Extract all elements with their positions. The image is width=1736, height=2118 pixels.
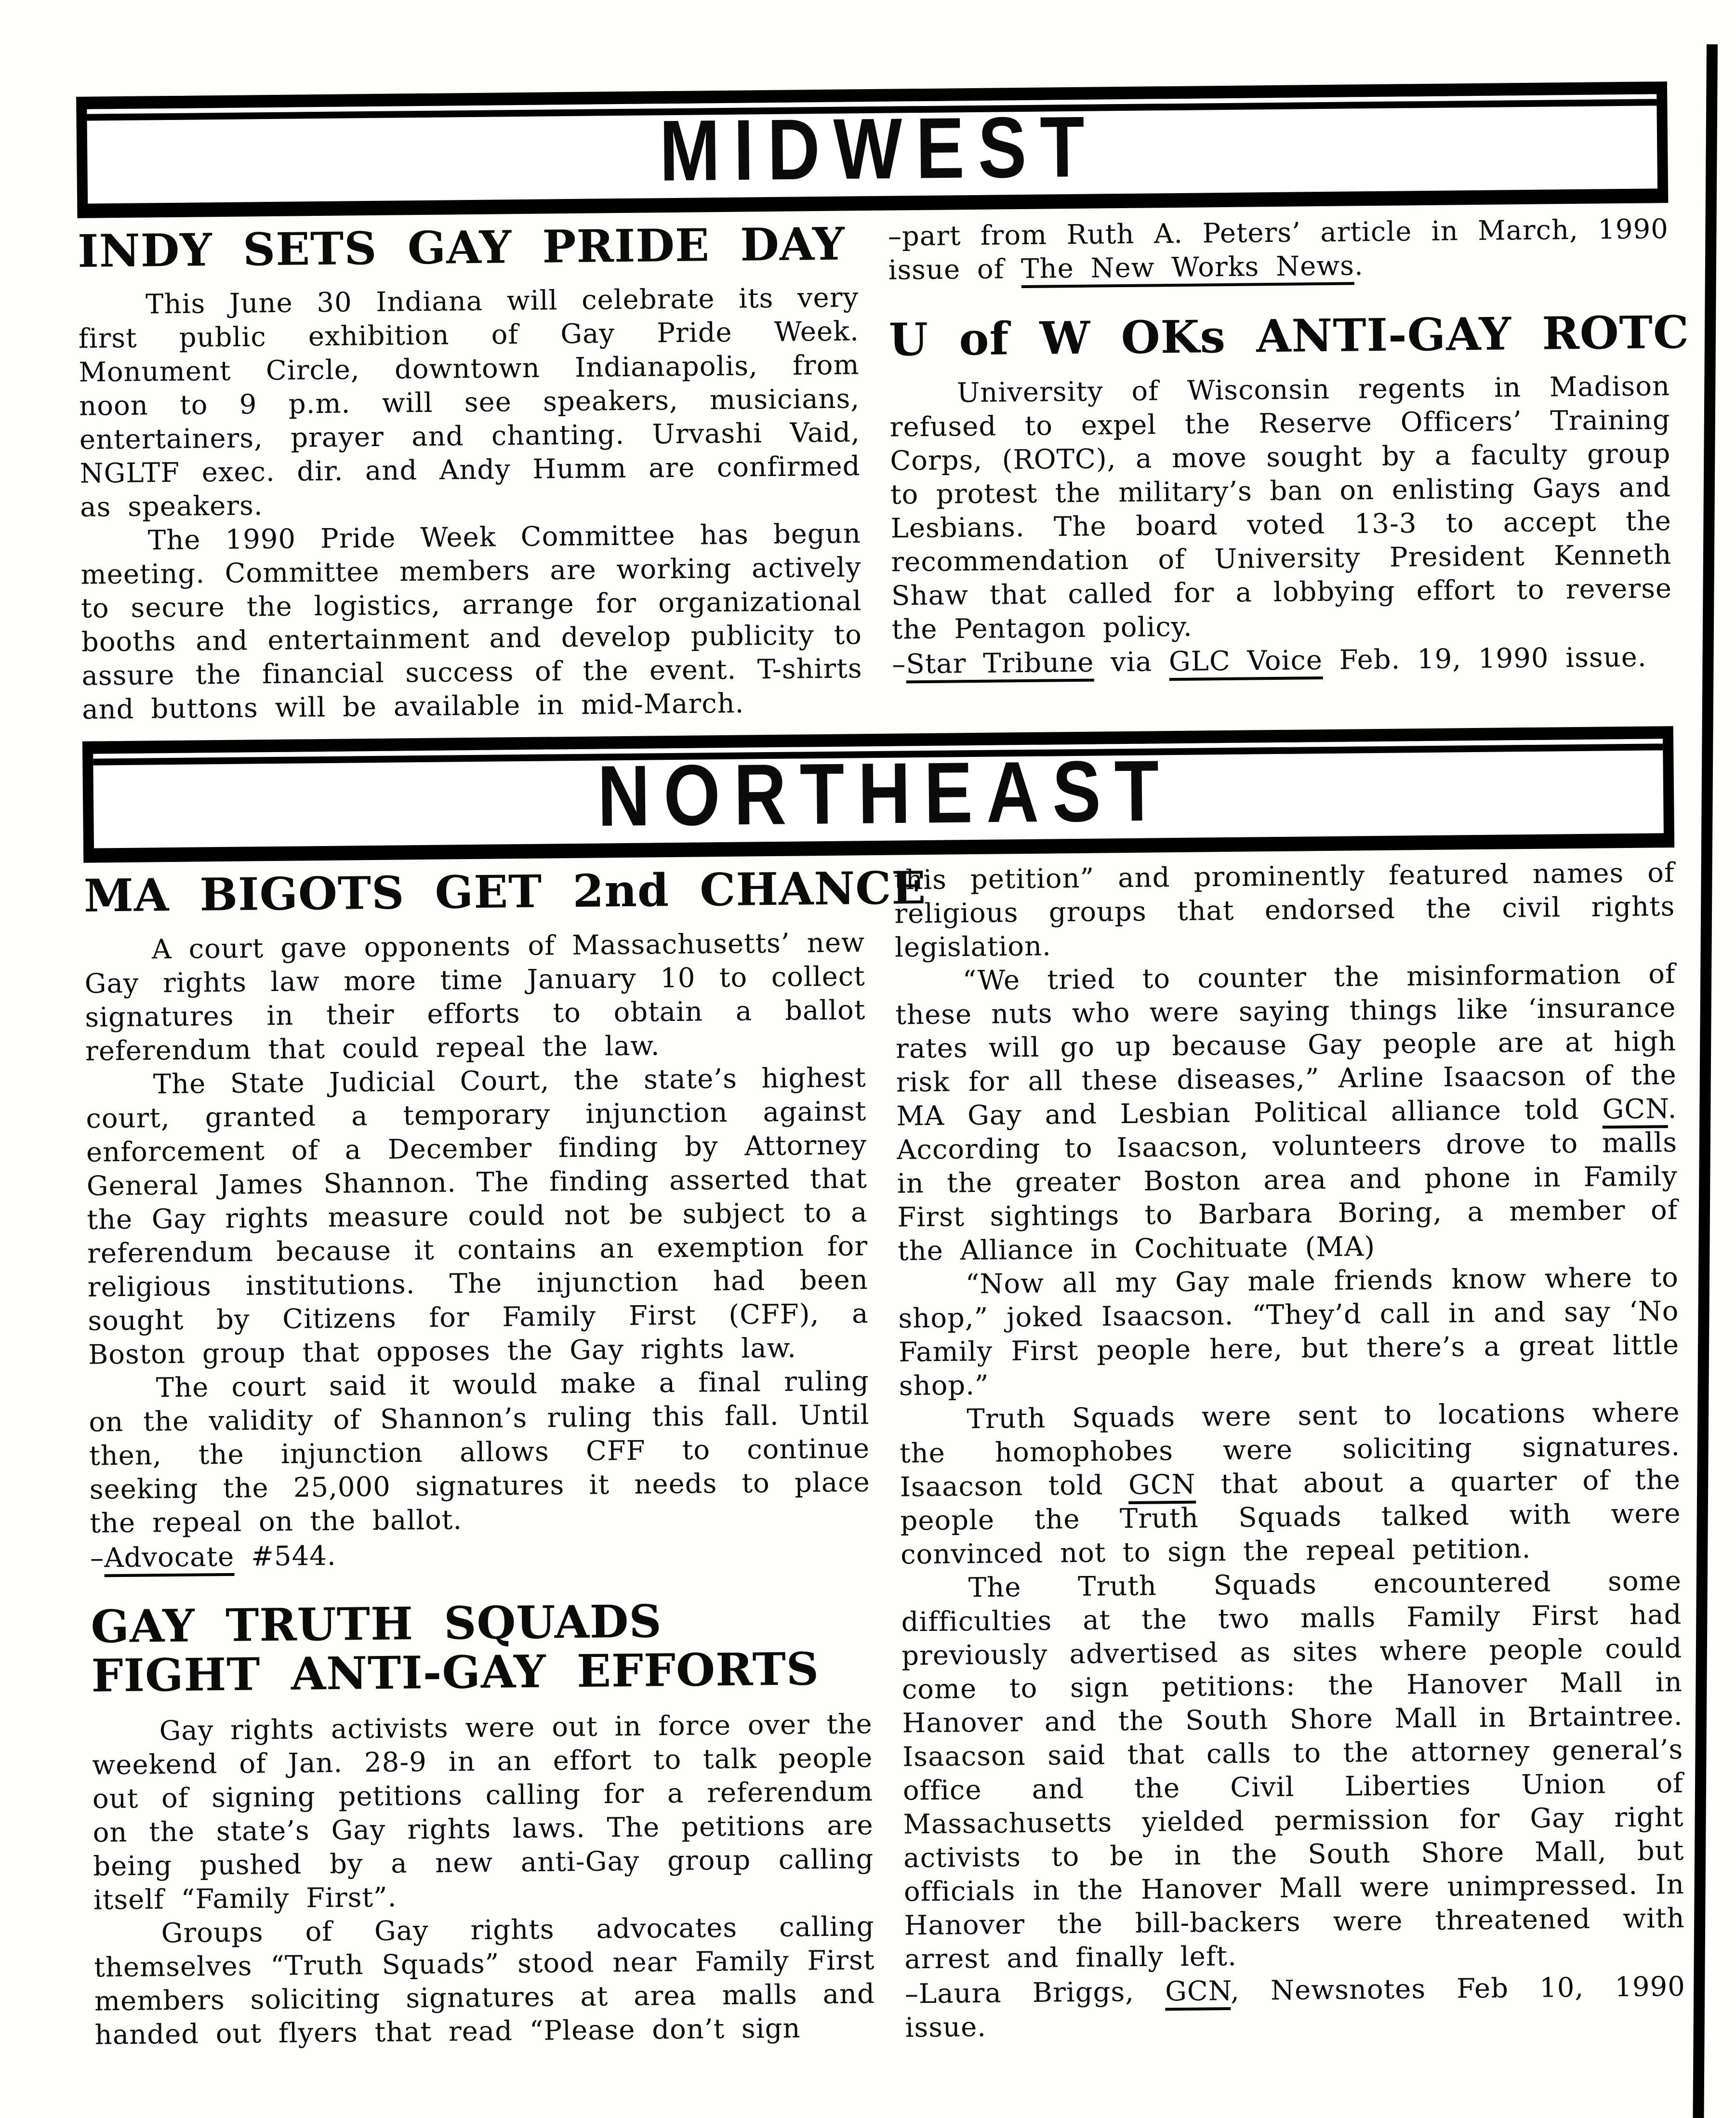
headline-line-2: FIGHT ANTI-GAY EFFORTS (91, 1642, 820, 1702)
article-paragraph: A court gave opponents of Massachusetts’ new Gay rights law more time January 10 to collect signatures in their efforts to obtain a ballot referendum that could repeal the law. (84, 927, 866, 1067)
northeast-left-column (83, 861, 927, 2052)
midwest-columns (77, 212, 1690, 727)
midwest-left-column (78, 219, 863, 727)
article-paragraph: The court said it would make a final ruling on the validity of Shannon’s ruling this fall. Until then, the injunction allows CFF to continue seeking the 25,000 signatures it needs to place the repeal on the ballot. (89, 1365, 871, 1539)
northeast-right-column (894, 856, 1685, 2045)
article-paragraph: This June 30 Indiana will celebrate its very first public exhibition of Gay Pride Week. Monument Circle, downtown Indianapolis, from noon to 9 p.m. will see speakers, musicians, entertainers, prayer and chanting. Urvashi Vaid, NGLTF exec. dir. and Andy Humm are confirmed as speakers. (78, 282, 861, 524)
article-headline-ma-bigots: MA BIGOTS GET 2nd CHANCE (83, 861, 927, 923)
article-paragraph: Groups of Gay rights advocates calling themselves “Truth Squads” stood near Family First members soliciting signatures at area malls and handed out flyers that read “Please don’t sign (94, 1911, 875, 2051)
northeast-banner-title: NORTHEAST (597, 742, 1173, 845)
article-headline-indy-pride: INDY SETS GAY PRIDE DAY (77, 217, 846, 278)
article-paragraph: University of Wisconsin regents in Madison refused to expel the Reserve Officers’ Training Corps, (ROTC), a move sought by a faculty group to protest the military’s ban on enlisting Gays and Lesbians. The board voted 13-3 to accept the recommendation of University President Kenneth Shaw that called for a lobbying effort to reverse the Pentagon policy. (889, 371, 1672, 646)
article-headline-truth-squads (91, 1595, 872, 1701)
midwest-right-column (888, 212, 1690, 682)
headline-line-1: GAY TRUTH SQUADS (91, 1594, 663, 1653)
article-attribution: –part from Ruth A. Peters’ article in March, 1990 issue of The New Works News. (888, 212, 1669, 288)
article-paragraph: The Truth Squads encountered some difficulties at the two malls Family First had previously advertised as sites where people could come to sign petitions: the Hanover Mall in Hanover and the South Shore Mall in Brtaintree. Isaacson said that calls to the attorney general’s office and the Civil Liberties Union of Massachusetts yielded permission for Gay right activists to be in the South Shore Mall, but officials in the Hanover Mall were unimpressed. In Hanover the bill-backers were threatened with arrest and finally left. (901, 1565, 1685, 1975)
page-content (76, 81, 1690, 2053)
article-paragraph: “We tried to counter the misinformation of these nuts who were saying things like ‘insurance rates will go up because Gay people are at high risk for all these diseases,” Arline Isaacson of the MA Gay and Lesbian Political alliance told GCN. According to Isaacson, volunteers drove to malls in the greater Boston area and phone in Family First sightings to Barbara Boring, a member of the Alliance in Cochituate (MA) (895, 958, 1678, 1267)
article-attribution: –Star Tribune via GLC Voice Feb. 19, 1990 issue. (892, 640, 1673, 682)
northeast-section-banner (82, 726, 1674, 863)
scan-page-edge-line (1693, 44, 1718, 2118)
article-attribution: –Advocate #544. (90, 1534, 871, 1575)
article-paragraph: Gay rights activists were out in force over the weekend of Jan. 28-9 in an effort to talk people out of signing petitions calling for a referendum on the state’s Gay rights laws. The petitions are being pushed by a new anti-Gay group calling itself “Family First”. (92, 1708, 874, 1916)
article-headline-uofw-rotc: U of W OKs ANTI-GAY ROTC (888, 305, 1690, 366)
article-paragraph: The 1990 Pride Week Committee has begun meeting. Committee members are working actively to secure the logistics, arrange for organizational booths and entertainment and develop publicity to assure the financial success of the event. T-shirts and buttons will be available in mid-March. (80, 518, 862, 726)
midwest-banner-title: MIDWEST (659, 98, 1099, 199)
article-paragraph: “Now all my Gay male friends know where to shop,” joked Isaacson. “They’d call in and say ‘No Family First people here, but there’s a great little shop.” (898, 1262, 1680, 1402)
midwest-section-banner (76, 81, 1668, 218)
article-paragraph: Truth Squads were sent to locations where the homophobes were soliciting signatures. Isaacson told GCN that about a quarter of the people the Truth Squads talked with were convinced not to sign the repeal petition. (899, 1397, 1681, 1571)
northeast-columns (84, 856, 1686, 2053)
section-northeast (82, 726, 1686, 2053)
article-attribution: –Laura Briggs, GCN, Newsnotes Feb 10, 1990 issue. (904, 1971, 1686, 2044)
section-midwest (76, 81, 1690, 727)
article-paragraph-continuation: this petition” and prominently featured names of religious groups that endorsed the civil rights legislation. (894, 857, 1675, 964)
article-paragraph: The State Judicial Court, the state’s highest court, granted a temporary injunction against enforcement of a December finding by Attorney General James Shannon. The finding asserted that the Gay rights measure could not be subject to a referendum because it contains an exemption for religious institutions. The injunction had been sought by Citizens for Family First (CFF), a Boston group that opposes the Gay rights law. (86, 1061, 869, 1371)
